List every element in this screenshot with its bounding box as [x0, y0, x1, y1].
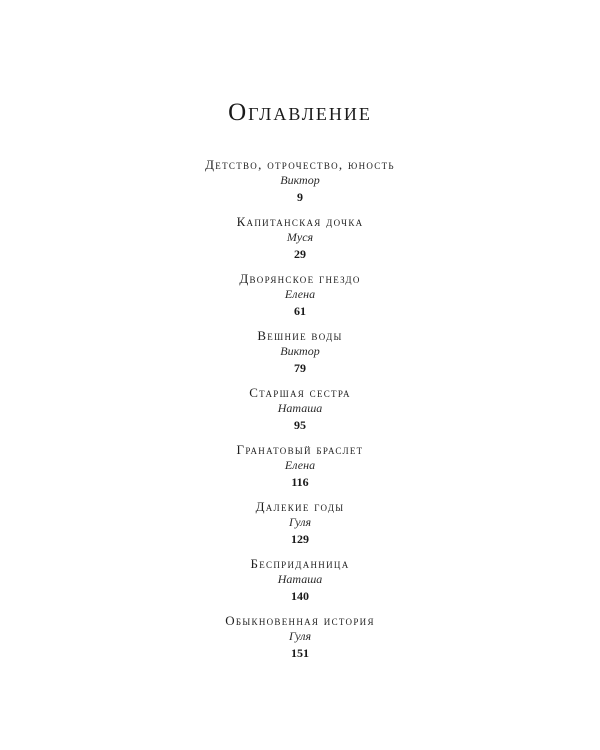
toc-entry-title: Капитанская дочка [236, 214, 364, 229]
toc-entry-author: Муся [286, 230, 314, 244]
toc-entry [0, 384, 600, 441]
toc-entry-title: Старшая сестра [249, 385, 351, 400]
toc-entry-author: Наташа [277, 572, 323, 586]
toc-entry-title: Гранатовый браслет [236, 442, 364, 457]
toc-entry-title: Обыкновенная история [225, 613, 375, 628]
toc-entry [0, 156, 600, 213]
toc-entry-page-number: 116 [291, 475, 309, 489]
toc-entry [0, 327, 600, 384]
toc-entry-author: Елена [284, 458, 316, 472]
toc-entry-page-number: 9 [297, 190, 303, 204]
toc-entry-author: Наташа [277, 401, 323, 415]
page-title: Оглавление [228, 99, 372, 126]
toc-entry-author: Елена [284, 287, 316, 301]
toc-entry-page-number: 140 [291, 589, 309, 603]
toc-entry-author: Виктор [280, 173, 320, 187]
toc-entry [0, 270, 600, 327]
toc-entry-title: Далекие годы [255, 499, 345, 514]
table-of-contents [0, 156, 600, 669]
toc-entry-page-number: 95 [294, 418, 306, 432]
toc-entry [0, 441, 600, 498]
toc-entry [0, 612, 600, 669]
toc-entry-author: Гуля [288, 515, 312, 529]
toc-entry-author: Виктор [280, 344, 320, 358]
toc-entry [0, 213, 600, 270]
toc-entry-title: Дворянское гнездо [239, 271, 361, 286]
toc-entry-page-number: 151 [291, 646, 309, 660]
toc-entry-page-number: 79 [294, 361, 306, 375]
toc-entry [0, 498, 600, 555]
toc-entry-page-number: 29 [294, 247, 306, 261]
toc-entry-title: Бесприданница [250, 556, 350, 571]
toc-entry-title: Вешние воды [257, 328, 343, 343]
toc-entry-page-number: 129 [291, 532, 309, 546]
toc-entry-title: Детство, отрочество, юность [205, 157, 395, 172]
toc-entry-author: Гуля [288, 629, 312, 643]
toc-entry [0, 555, 600, 612]
toc-entry-page-number: 61 [294, 304, 306, 318]
